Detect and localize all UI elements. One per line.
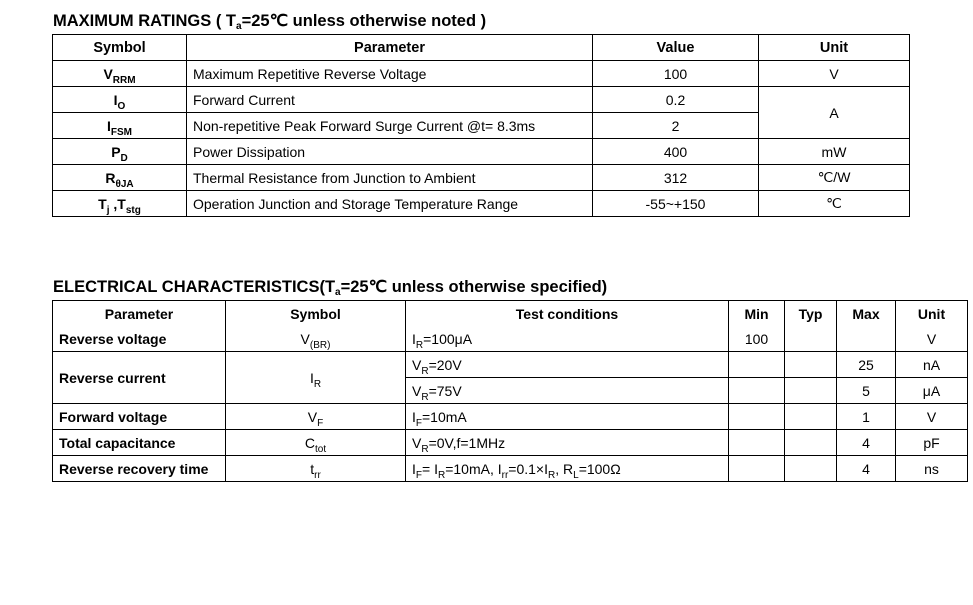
test-condition-cell: $V_R=0V,f=1MHz$ — [406, 430, 729, 456]
max-cell: 4 — [837, 430, 896, 456]
header-test-conditions: Test conditions — [406, 301, 729, 327]
symbol-cell: $V_{(BR)}$ — [226, 326, 406, 352]
elec-char-table — [52, 300, 968, 482]
header-unit: Unit — [759, 35, 910, 61]
test-condition-cell: $I_R=100\mu A$ — [406, 326, 729, 352]
unit-cell: μA — [896, 378, 968, 404]
header-max: Max — [837, 301, 896, 327]
max-cell — [837, 326, 896, 352]
symbol-cell: $R_{\theta JA}$ — [53, 165, 187, 191]
min-cell — [729, 456, 785, 482]
parameter-cell: Thermal Resistance from Junction to Ambient — [187, 165, 593, 191]
table-row — [53, 456, 968, 482]
typ-cell — [785, 326, 837, 352]
table-row — [53, 165, 910, 191]
unit-cell: ns — [896, 456, 968, 482]
max-cell: 1 — [837, 404, 896, 430]
table-row — [53, 191, 910, 217]
table-row — [53, 352, 968, 378]
table-row — [53, 61, 910, 87]
parameter-cell: Non-repetitive Peak Forward Surge Current @t= 8.3ms — [187, 113, 593, 139]
value-cell: 0.2 — [593, 87, 759, 113]
symbol-cell: $I_O$ — [53, 87, 187, 113]
unit-cell: A — [759, 87, 910, 139]
symbol-cell: $I_{FSM}$ — [53, 113, 187, 139]
parameter-cell: Maximum Repetitive Reverse Voltage — [187, 61, 593, 87]
unit-cell: mW — [759, 139, 910, 165]
typ-cell — [785, 404, 837, 430]
header-value: Value — [593, 35, 759, 61]
table-row — [53, 87, 910, 113]
max-ratings-title: MAXIMUM RATINGS ( $T_a=25℃$ unless otherwise noted ) — [53, 12, 487, 32]
table-header-row — [53, 35, 910, 61]
typ-cell — [785, 352, 837, 378]
symbol-cell: $C_{tot}$ — [226, 430, 406, 456]
symbol-cell: $T_j$ $,T_{stg}$ — [53, 191, 187, 217]
test-condition-cell: $I_F= I_R=10mA$, $I_{rr}=0.1\times I_R$, $R_L=100\Omega$ — [406, 456, 729, 482]
elec-char-title: ELECTRICAL $CHARACTERISTICS(T_a=25℃$ unless otherwise specified) — [53, 278, 608, 298]
test-condition-cell: $I_F=10mA$ — [406, 404, 729, 430]
parameter-cell: Operation Junction and Storage Temperature Range — [187, 191, 593, 217]
header-symbol: Symbol — [53, 35, 187, 61]
symbol-cell: $P_D$ — [53, 139, 187, 165]
min-cell — [729, 378, 785, 404]
min-cell — [729, 352, 785, 378]
unit-cell: V — [896, 404, 968, 430]
header-min: Min — [729, 301, 785, 327]
unit-cell: V — [759, 61, 910, 87]
parameter-cell: Forward voltage — [53, 404, 226, 430]
parameter-cell: Reverse recovery time — [53, 456, 226, 482]
header-parameter: Parameter — [53, 301, 226, 327]
unit-cell: V — [896, 326, 968, 352]
min-cell — [729, 404, 785, 430]
parameter-cell: Total capacitance — [53, 430, 226, 456]
header-parameter: Parameter — [187, 35, 593, 61]
unit-cell: ℃ — [759, 191, 910, 217]
parameter-cell: Reverse current — [53, 352, 226, 404]
unit-cell: pF — [896, 430, 968, 456]
test-condition-cell: $V_R=75V$ — [406, 378, 729, 404]
typ-cell — [785, 430, 837, 456]
value-cell: -55~+150 — [593, 191, 759, 217]
parameter-cell: Power Dissipation — [187, 139, 593, 165]
unit-cell: ℃/W — [759, 165, 910, 191]
max-cell: 25 — [837, 352, 896, 378]
header-unit: Unit — [896, 301, 968, 327]
max-ratings-table — [52, 34, 910, 217]
symbol-cell: $t_{rr}$ — [226, 456, 406, 482]
max-cell: 5 — [837, 378, 896, 404]
table-row — [53, 326, 968, 352]
symbol-cell: $V_F$ — [226, 404, 406, 430]
table-header-row — [53, 301, 968, 327]
min-cell: 100 — [729, 326, 785, 352]
value-cell: 2 — [593, 113, 759, 139]
min-cell — [729, 430, 785, 456]
value-cell: 312 — [593, 165, 759, 191]
header-typ: Typ — [785, 301, 837, 327]
symbol-cell: $V_{RRM}$ — [53, 61, 187, 87]
parameter-cell: Forward Current — [187, 87, 593, 113]
table-row — [53, 139, 910, 165]
header-symbol: Symbol — [226, 301, 406, 327]
test-condition-cell: $V_R=20V$ — [406, 352, 729, 378]
typ-cell — [785, 456, 837, 482]
value-cell: 100 — [593, 61, 759, 87]
table-row — [53, 404, 968, 430]
table-row — [53, 430, 968, 456]
parameter-cell: Reverse voltage — [53, 326, 226, 352]
value-cell: 400 — [593, 139, 759, 165]
max-cell: 4 — [837, 456, 896, 482]
typ-cell — [785, 378, 837, 404]
unit-cell: nA — [896, 352, 968, 378]
symbol-cell: $I_R$ — [226, 352, 406, 404]
